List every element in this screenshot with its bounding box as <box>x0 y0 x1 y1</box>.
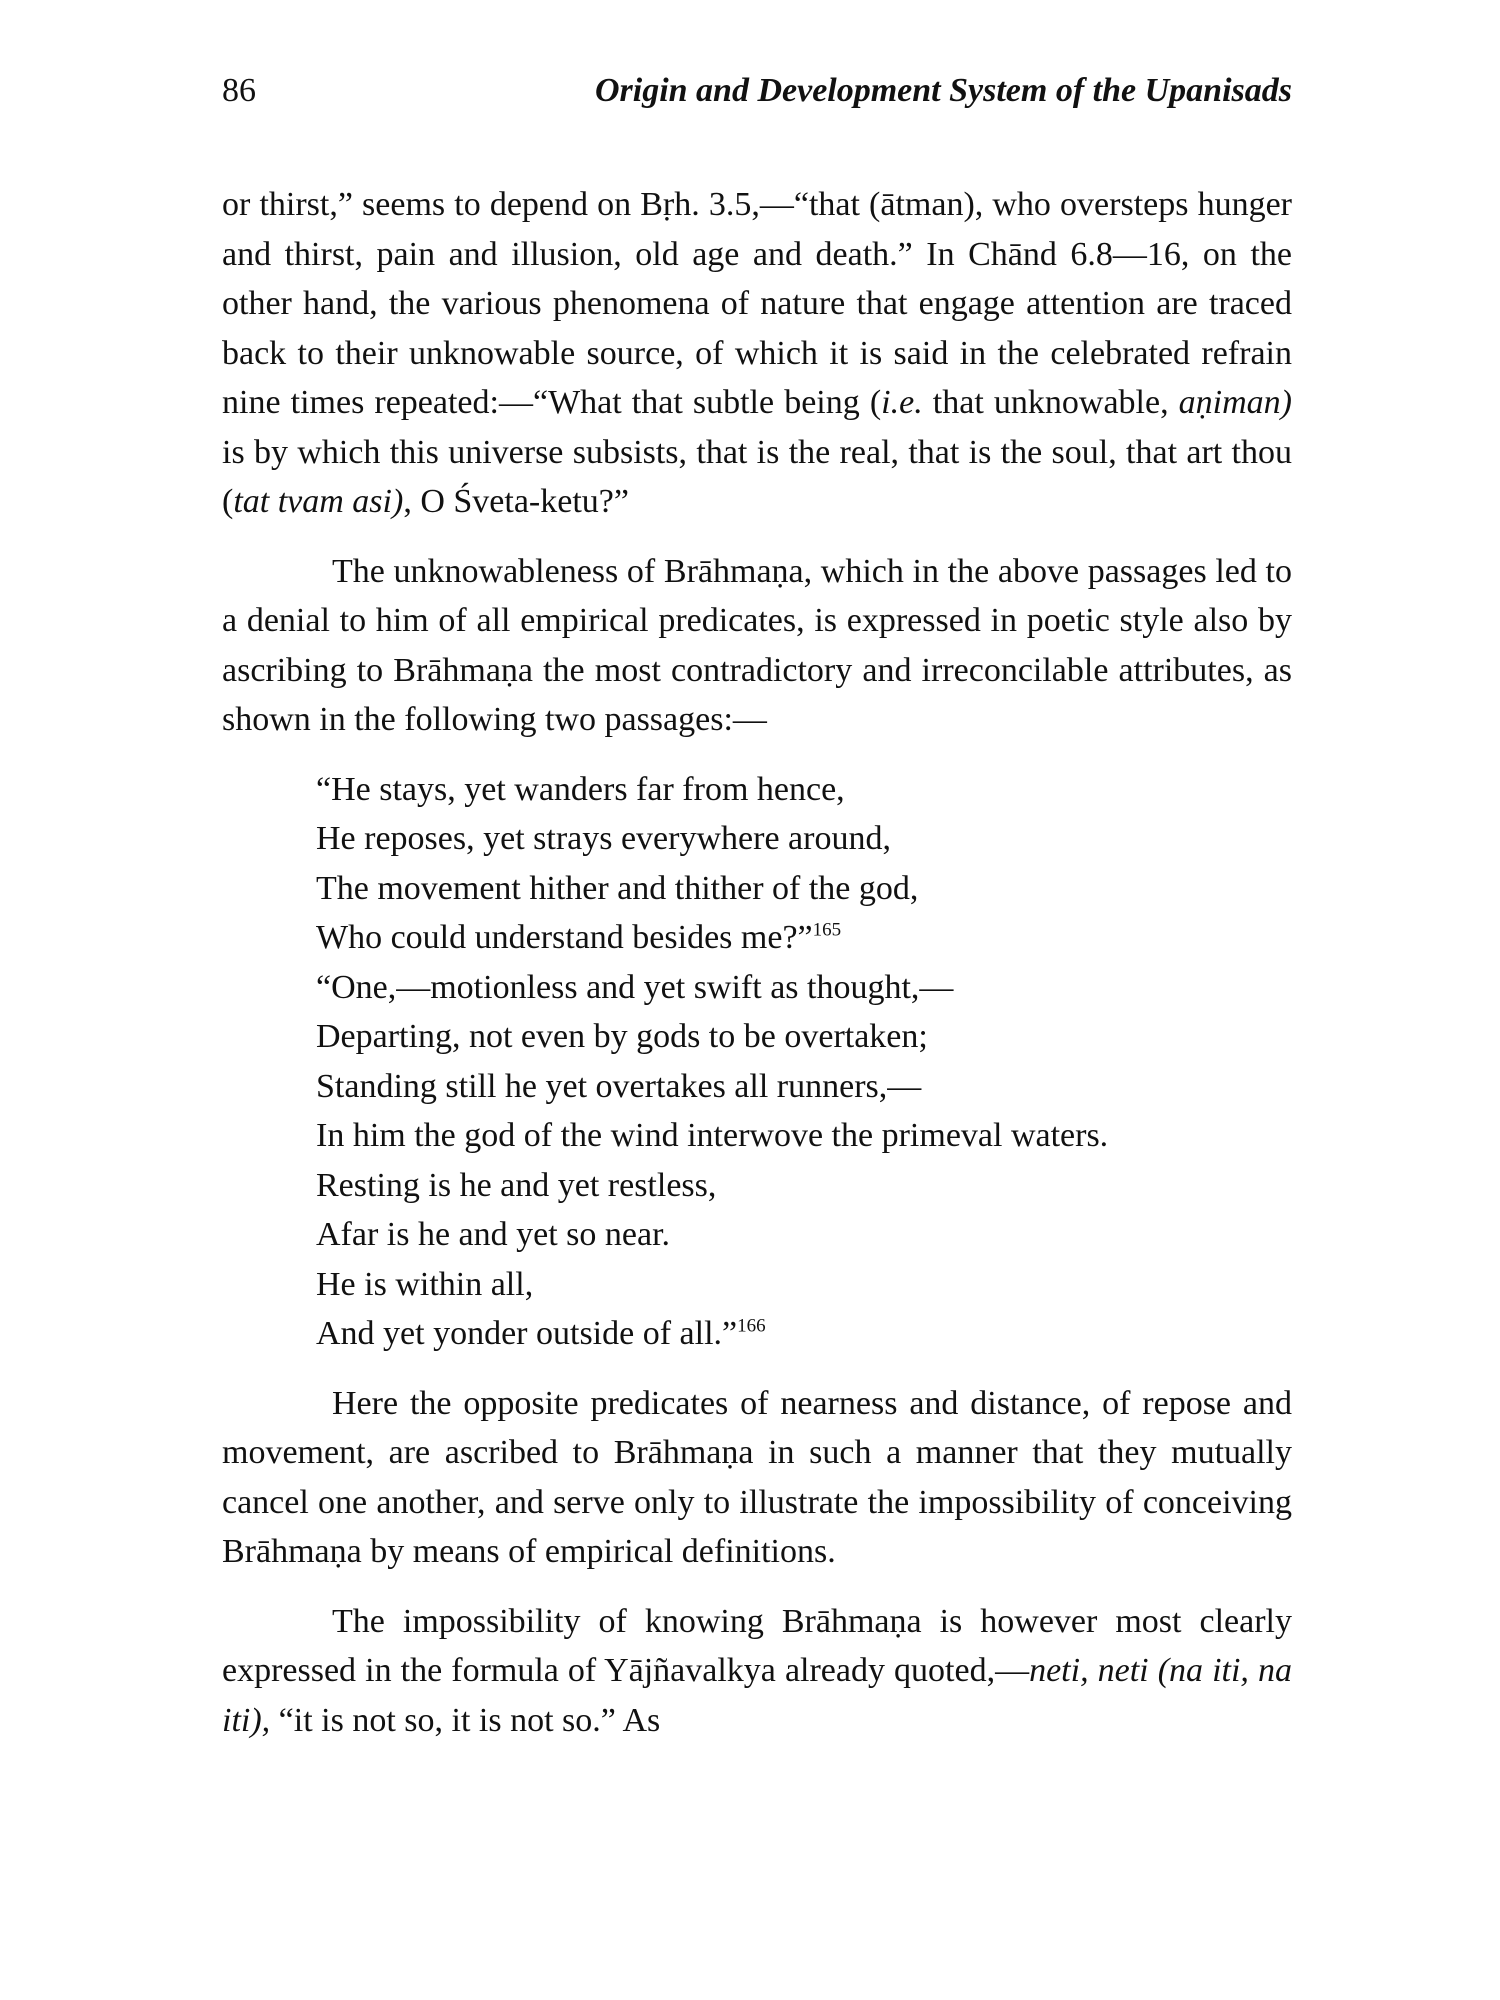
verse-line: Resting is he and yet restless, <box>316 1166 717 1204</box>
footnote-ref: 166 <box>737 1315 766 1337</box>
verse-line: He reposes, yet strays everywhere around, <box>316 820 891 857</box>
footnote-ref: 165 <box>812 919 842 941</box>
verse-line: In him the god of the wind interwove the primeval waters. <box>316 1117 1109 1154</box>
verse-line: “He stays, yet wanders far from hence, <box>316 770 845 808</box>
verse-line <box>316 913 1292 963</box>
page-number: 86 <box>222 72 256 109</box>
verse-line: The movement hither and thither of the god, <box>316 869 919 907</box>
italic-term: neti, neti (na iti, na iti), <box>222 1652 1292 1739</box>
paragraph: Here the opposite predicates of nearness and distance, of repose and movement, are ascribed to Brāhmaṇa in such a manner that they mutually cancel one another, and serve only to illustrate the impossibility of conceiving Brāhmaṇa by means of empirical definitions. <box>222 1384 1292 1570</box>
paragraph: The unknowableness of Brāhmaṇa, which in the above passages led to a denial to him of all empirical predicates, is expressed in poetic style also by ascribing to Brāhmaṇa the most contradictory and irreconcilable attributes, as shown in the following two passages:— <box>222 552 1292 738</box>
paragraph-text: is by which this universe subsists, that is the real, that is the soul, that art thou ( <box>222 433 1292 520</box>
paragraph <box>222 1597 1292 1746</box>
paragraph <box>222 180 1292 527</box>
paragraph-text: , O Śveta-ketu?” <box>403 483 629 520</box>
verse-line: Departing, not even by gods to be overtaken; <box>316 1018 928 1055</box>
verse-line: “One,—motionless and yet swift as thought,— <box>316 968 954 1006</box>
running-title: Origin and Development System of the Upanisads <box>594 72 1292 109</box>
body-text <box>222 180 1292 1745</box>
verse-line: Afar is he and yet so near. <box>316 1216 671 1253</box>
paragraph-text: that unknowable, <box>922 384 1179 421</box>
italic-term: tat tvam asi) <box>233 483 404 520</box>
verse-line <box>316 1309 1292 1359</box>
verse-line: He is within all, <box>316 1265 534 1303</box>
paragraph-text: The impossibility of knowing Brāhmaṇa is however most clearly expressed in the formula of Yājñavalkya already quoted,— <box>222 1602 1292 1689</box>
verse-line-text: And yet yonder outside of all.” <box>316 1315 738 1352</box>
paragraph-text: “it is not so, it is not so.” As <box>270 1701 661 1739</box>
italic-term: i.e. <box>881 384 923 421</box>
verse-quotation <box>316 765 1292 1359</box>
italic-term: aṇiman) <box>1178 384 1292 421</box>
verse-line: Standing still he yet overtakes all runners,— <box>316 1067 922 1105</box>
paragraph-text: or thirst,” seems to depend on Bṛh. 3.5,—“that (ātman), who oversteps hunger and thirst, pain and illusion, old age and death.” In Chānd 6.8—16, on the other hand, the various phenomena of nature that engage attention are traced back to their unknowable source, of which it is said in the celebrated refrain nine times repeated:—“What that subtle being ( <box>222 186 1292 421</box>
page-header <box>222 72 1292 122</box>
verse-line-text: Who could understand besides me?” <box>316 919 813 956</box>
